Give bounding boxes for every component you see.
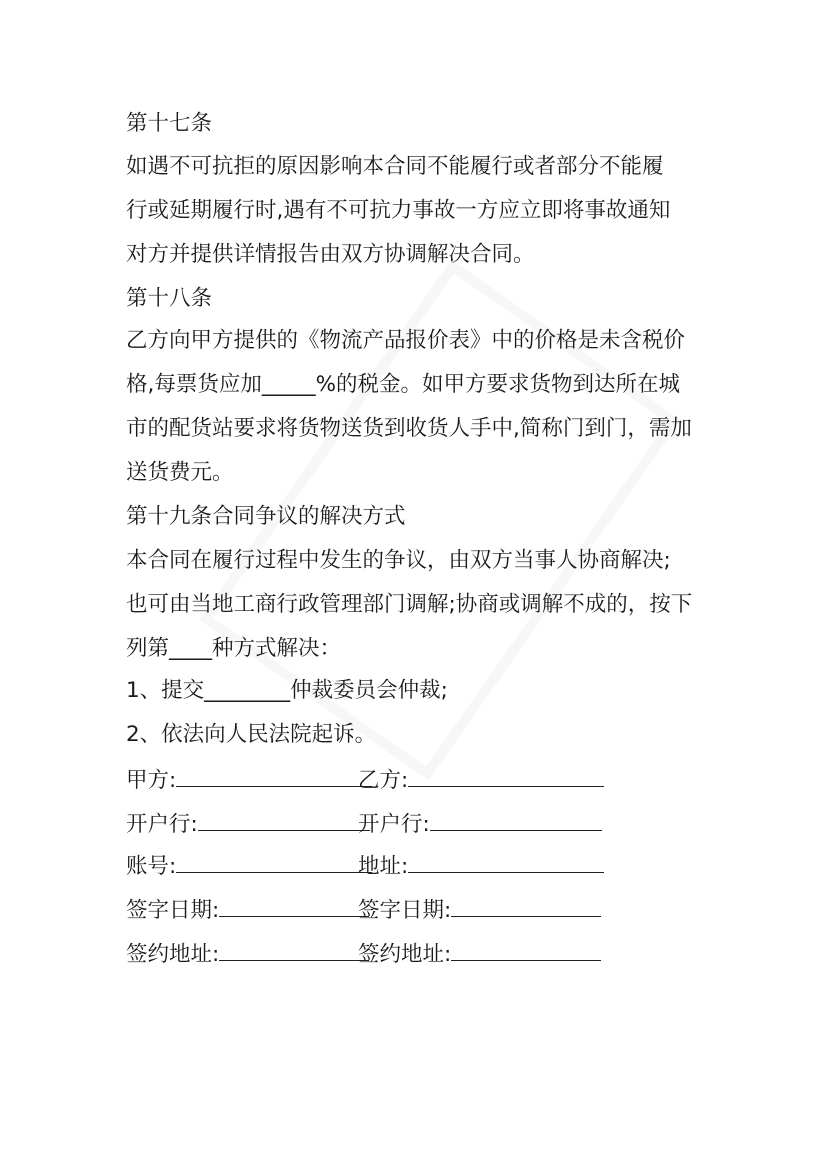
signature-field-date-a[interactable] (126, 896, 369, 924)
field-label: 乙方: (358, 768, 409, 793)
blank-line[interactable] (408, 852, 604, 873)
blank-line[interactable] (451, 940, 601, 961)
blank-line[interactable] (219, 940, 369, 961)
article-19-heading: 第十九条合同争议的解决方式 (126, 504, 406, 529)
paragraph-line: 也可由当地工商行政管理部门调解;协商或调解不成的，按下 (126, 592, 693, 617)
signature-field-place-a[interactable] (126, 940, 369, 968)
paragraph-line: 行或延期履行时,遇有不可抗力事故一方应立即将事故通知 (126, 198, 671, 223)
blank-line[interactable] (176, 766, 372, 787)
paragraph-line: 格,每票货应加_____%的税金。如甲方要求货物到达所在城 (126, 372, 681, 397)
article-18-heading: 第十八条 (126, 286, 213, 311)
signature-field-bank-a[interactable] (126, 810, 370, 838)
field-label: 签约地址: (358, 942, 452, 967)
signature-field-address-b[interactable] (358, 852, 604, 880)
paragraph-line: 送货费元。 (126, 460, 234, 485)
field-label: 甲方: (126, 768, 177, 793)
signature-field-place-b[interactable] (358, 940, 601, 968)
paragraph-line: 列第____种方式解决： (126, 636, 342, 661)
paragraph-line: 本合同在履行过程中发生的争议，由双方当事人协商解决; (126, 548, 671, 573)
blank-line[interactable] (219, 896, 369, 917)
paragraph-line: 如遇不可抗拒的原因影响本合同不能履行或者部分不能履 (126, 154, 664, 179)
signature-field-party-b[interactable] (358, 766, 604, 794)
paragraph-line: 对方并提供详情报告由双方协调解决合同。 (126, 242, 535, 267)
blank-line[interactable] (198, 810, 370, 831)
article-17-heading: 第十七条 (126, 111, 213, 136)
signature-field-bank-b[interactable] (358, 810, 602, 838)
blank-line[interactable] (176, 852, 372, 873)
field-label: 开户行: (358, 812, 430, 837)
field-label: 地址: (358, 854, 409, 879)
signature-field-account-a[interactable] (126, 852, 372, 880)
field-label: 账号: (126, 854, 177, 879)
blank-line[interactable] (430, 810, 602, 831)
field-label: 开户行: (126, 812, 198, 837)
paragraph-line: 乙方向甲方提供的《物流产品报价表》中的价格是未含税价 (126, 328, 686, 353)
field-label: 签字日期: (358, 898, 452, 923)
option-1: 1、提交________仲裁委员会仲裁; (126, 678, 448, 703)
blank-line[interactable] (451, 896, 601, 917)
signature-field-date-b[interactable] (358, 896, 601, 924)
blank-line[interactable] (408, 766, 604, 787)
signature-field-party-a[interactable] (126, 766, 372, 794)
paragraph-line: 市的配货站要求将货物送货到收货人手中,简称门到门，需加 (126, 416, 692, 441)
option-2: 2、依法向人民法院起诉。 (126, 722, 377, 747)
field-label: 签字日期: (126, 898, 220, 923)
field-label: 签约地址: (126, 942, 220, 967)
